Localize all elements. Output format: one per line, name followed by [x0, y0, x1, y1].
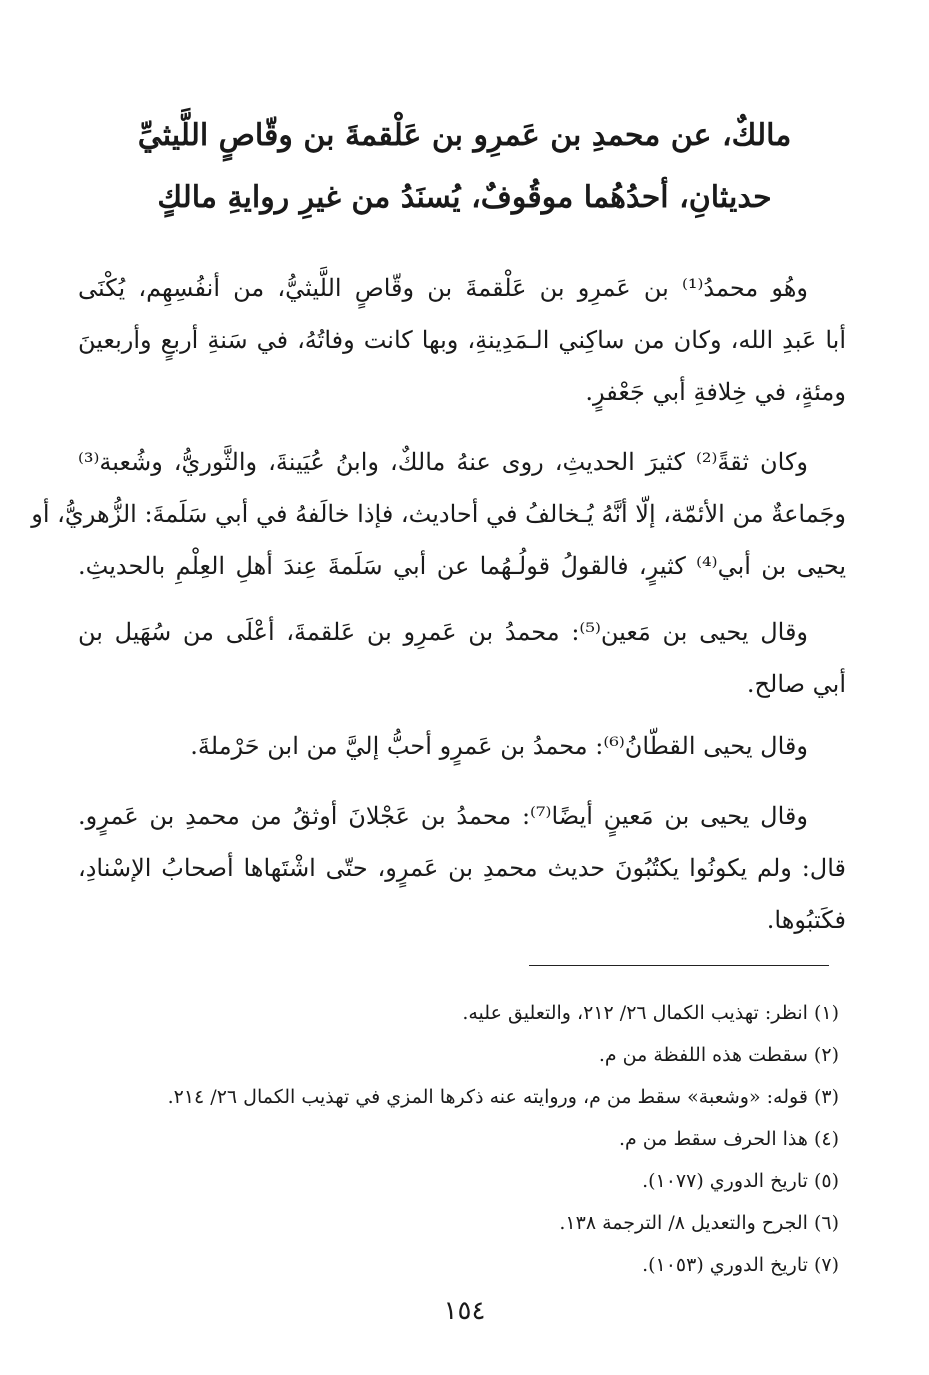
text-line: وقال يحيى بن مَعين⁽⁵⁾: محمدُ بن عَمرِو بن عَلقمةَ، أعْلَى من سُهَيل بن	[78, 618, 809, 646]
page-number: ١٥٤	[443, 1296, 486, 1326]
text-line: أبا عَبدِ الله، وكان من ساكِني الـمَدِينةِ، وبها كانت وفاتُهُ، في سَنةِ أربعٍ وأربعينَ	[78, 326, 846, 354]
footnotes	[100, 992, 839, 1286]
footnote-6: (٦) الجرح والتعديل ٨/ الترجمة ١٣٨.	[559, 1212, 839, 1234]
footnote-7: (٧) تاريخ الدوري (١٠٥٣).	[642, 1254, 839, 1276]
footnote-1: (١) انظر: تهذيب الكمال ٢٦/ ٢١٢، والتعليق عليه.	[462, 1002, 839, 1024]
chapter-heading-line-2: حديثانِ، أحدُهُما موقُوفٌ، يُسنَدُ من غيرِ روايةِ مالكٍ	[157, 180, 772, 215]
chapter-heading-line-1: مالكٌ، عن محمدِ بن عَمرِو بن عَلْقمةَ بن وقّاصٍ اللَّيثيِّ	[137, 118, 792, 153]
paragraph-qattan	[78, 720, 846, 772]
text-line: يحيى بن أبي⁽⁴⁾ كثيرٍ، فالقولُ قولُـهُما عن أبي سَلَمةَ عِندَ أهلِ العِلْمِ بالحديثِ.	[78, 552, 846, 580]
text-line: وهُو محمدُ⁽¹⁾ بن عَمرِو بن عَلْقمةَ بن وقّاصٍ اللَّيثيُّ، من أنفُسِهِم، يُكْنَى	[78, 274, 808, 302]
text-line: وجَماعةٌ من الأئمّة، إلّا أنَّهُ يُـخالفُ في أحاديث، فإذا خالَفهُ في أبي سَلَمةَ: الزُّهريُّ، أو	[31, 500, 846, 528]
footnote-separator	[529, 965, 829, 966]
text-line: فكَتبُوها.	[766, 906, 846, 934]
paragraph-ibn-main-1	[78, 606, 846, 710]
footnote-3: (٣) قوله: «وشعبة» سقط من م، وروايته عنه ذكرها المزي في تهذيب الكمال ٢٦/ ٢١٤.	[167, 1086, 839, 1108]
paragraph-ibn-main-2	[78, 790, 846, 946]
text-line: قال: ولم يكونُوا يكتُبُونَ حديث محمدِ بن عَمرٍو، حتّى اشْتَهاها أصحابُ الإسْنادِ،	[78, 854, 847, 882]
footnote-2: (٢) سقطت هذه اللفظة من م.	[598, 1044, 839, 1066]
text-line: ومئةٍ، في خِلافةِ أبي جَعْفرٍ.	[585, 378, 846, 406]
text-line: أبي صالح.	[746, 670, 846, 698]
footnote-4: (٤) هذا الحرف سقط من م.	[618, 1128, 839, 1150]
text-line: وقال يحيى القطّانُ⁽⁶⁾: محمدُ بن عَمرٍو أحبُّ إليَّ من ابن حَرْملةَ.	[190, 732, 808, 760]
text-line: وكان ثقةً⁽²⁾ كثيرَ الحديثِ، روى عنهُ مالكٌ، وابنُ عُيَينةَ، والثَّوريُّ، وشُعبة⁽³⁾	[78, 448, 808, 476]
paragraph-reliability	[31, 436, 846, 592]
paragraph-biography	[78, 262, 846, 418]
text-line: وقال يحيى بن مَعينٍ أيضًا⁽⁷⁾: محمدُ بن عَجْلانَ أوثقُ من محمدِ بن عَمرٍو.	[78, 802, 808, 830]
footnote-5: (٥) تاريخ الدوري (١٠٧٧).	[642, 1170, 839, 1192]
